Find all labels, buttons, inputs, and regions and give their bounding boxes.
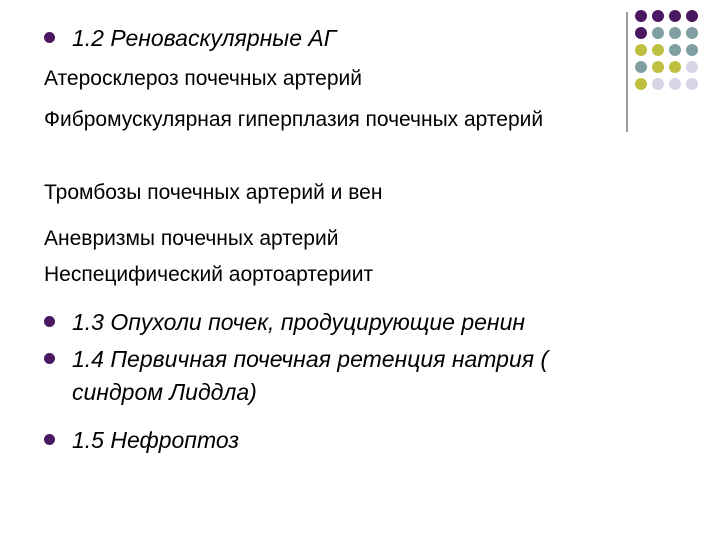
- decor-dot: [686, 10, 698, 22]
- decor-dot: [635, 10, 647, 22]
- bullet-dot-icon: [44, 316, 55, 327]
- decor-dot: [669, 78, 681, 90]
- decor-dot: [669, 61, 681, 73]
- decor-dot: [686, 78, 698, 90]
- bullet-text: 1.5 Нефроптоз: [72, 427, 240, 453]
- bullet-dot-icon: [44, 353, 55, 364]
- list-item: Атеросклероз почечных артерий: [44, 67, 362, 90]
- bullet-text: 1.4 Первичная почечная ретенция натрия ( синдром Лиддла): [72, 346, 549, 405]
- decor-dot: [652, 78, 664, 90]
- decor-dot: [652, 61, 664, 73]
- decor-dot: [686, 61, 698, 73]
- list-item: [44, 105, 620, 135]
- list-item: Неспецифический аортоартериит: [44, 263, 374, 286]
- decor-dot: [652, 44, 664, 56]
- decor-dot: [669, 10, 681, 22]
- bullet-text: 1.2 Реноваскулярные АГ: [72, 25, 337, 51]
- bullet-dot-icon: [44, 434, 55, 445]
- decor-dot: [652, 27, 664, 39]
- list-item-text: Фибромускулярная гиперплазия почечных артерий: [44, 108, 544, 131]
- decor-dot: [635, 78, 647, 90]
- decor-dot: [686, 44, 698, 56]
- dot-grid: [635, 10, 715, 115]
- list-item: Тромбозы почечных артерий и вен: [44, 181, 383, 204]
- bullet-text: 1.3 Опухоли почек, продуцирующие ренин: [72, 309, 526, 335]
- list-item: Аневризмы почечных артерий: [44, 227, 339, 250]
- decor-dot: [652, 10, 664, 22]
- decor-dot: [669, 44, 681, 56]
- bullet-dot-icon: [44, 32, 55, 43]
- decor-dot: [669, 27, 681, 39]
- decor-dot: [686, 27, 698, 39]
- decor-dot: [635, 61, 647, 73]
